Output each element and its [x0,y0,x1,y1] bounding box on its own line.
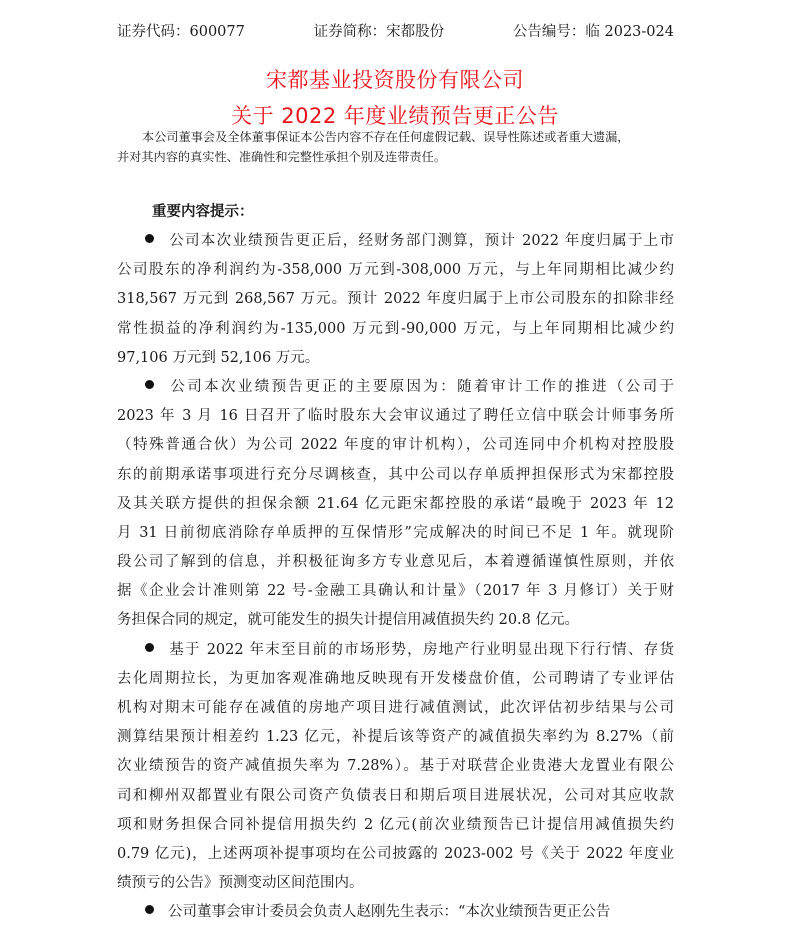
body-line: 去化周期拉长，为更加客观准确地反映现有开发楼盘价值，公司聘请了专业评估 [117,670,674,687]
body-line: 次业绩预告的资产减值损失率为 7.28%）。基于对联营企业贵港大龙置业有限公 [117,758,674,775]
disclaimer-line: 本公司董事会及全体董事保证本公告内容不存在任何虚假记载、误导性陈述或者重大遗漏， [142,130,630,144]
body-line: 月 31 日前彻底消除存单质押的互保情形”完成解决的时间已不足 1 年。就现阶 [117,524,674,541]
document-header [117,19,674,41]
body-line: 公司股东的净利润约为-358,000 万元到-308,000 万元，与上年同期相比减少约 [117,262,674,279]
body-line: 段公司了解到的信息，并积极征询多方专业意见后，本着遵循谨慎性原则，并依 [117,554,674,571]
body-line: 常性损益的净利润约为-135,000 万元到-90,000 万元，与上年同期相比减少约 [117,320,674,337]
stock-code: 证券代码：600077 [117,23,245,40]
bullet-line: 公司董事会审计委员会负责人赵刚先生表示：“本次业绩预告更正公告 [117,898,674,927]
body-line: 0.79 亿元)，上述两项补提事项均在公司披露的 2023-002 号《关于 2022 年度业 [117,845,674,862]
company-title: 宋都基业投资股份有限公司 [266,68,524,92]
bullet-icon [145,905,154,914]
body-line: 务担保合同的规定，就可能发生的损失计提信用减值损失约 20.8 亿元。 [117,612,580,629]
body-line: 东的前期承诺事项进行充分尽调核查，其中公司以存单质押担保形式为宋都控股 [117,466,674,483]
section-heading: 重要内容提示： [152,203,254,220]
body-line: 司和柳州双都置业有限公司资产负债表日和期后项目进展状况，公司对其应收款 [117,787,674,804]
body-line: 绩预亏的公告》预测变动区间范围内。 [117,875,364,892]
body-line: 318,567 万元到 268,567 万元。预计 2022 年度归属于上市公司股东的扣除非经 [117,291,674,308]
disclaimer-line: 并对其内容的真实性、准确性和完整性承担个别及连带责任。 [117,150,447,164]
disclaimer [117,127,674,167]
body-line: 据《企业会计准则第 22 号-金融工具确认和计量》（2017 年 3 月修订）关于财 [117,583,674,600]
stock-name: 证券简称：宋都股份 [313,23,445,40]
announcement-title: 关于 2022 年度业绩预告更正公告 [231,104,559,128]
body-text [117,227,674,928]
body-line: 及其关联方提供的担保余额 21.64 亿元距宋都控股的承诺“最晚于 2023 年 12 [117,495,674,512]
bullet-icon [145,234,154,243]
body-line: 2023 年 3 月 16 日召开了临时股东大会审议通过了聘任立信中联会计师事务所 [117,408,674,425]
bullet-line: 公司本次业绩预告更正后，经财务部门测算，预计 2022 年度归属于上市 [117,227,674,256]
bullet-icon [145,380,154,389]
body-line: 测算结果预计相差约 1.23 亿元，补提后该等资产的减值损失率约为 8.27%（前 [117,729,674,746]
body-line: 97,106 万元到 52,106 万元。 [117,349,320,366]
body-line: 项和财务担保合同补提信用损失约 2 亿元(前次业绩预告已计提信用减值损失约 [117,816,674,833]
body-line: 机构对期末可能存在减值的房地产项目进行减值测试，此次评估初步结果与公司 [117,700,674,716]
bullet-icon [145,643,154,652]
announcement-number: 公告编号：临 2023-024 [512,23,674,40]
bullet-line: 基于 2022 年末至目前的市场形势，房地产行业明显出现下行行情、存货 [117,636,674,665]
body-line: （特殊普通合伙）为公司 2022 年度的审计机构），公司连同中介机构对控股股 [117,437,674,454]
bullet-line: 公司本次业绩预告更正的主要原因为：随着审计工作的推进（公司于 [117,373,674,402]
